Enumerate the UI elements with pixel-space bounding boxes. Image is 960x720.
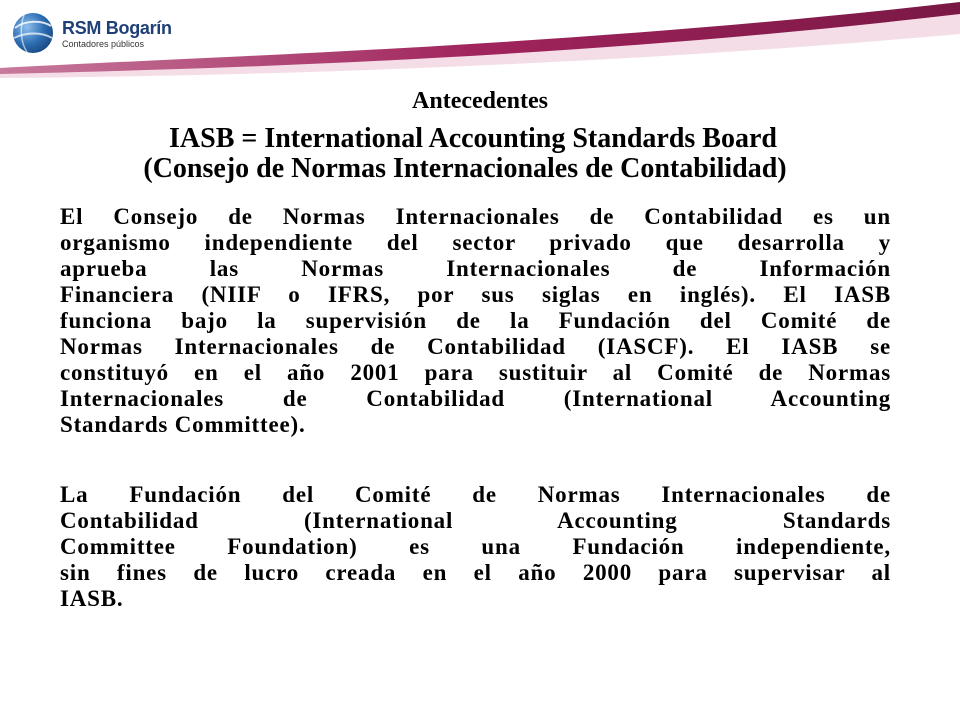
company-logo	[62, 18, 172, 50]
paragraph-iasb	[60, 204, 891, 438]
paragraph-line: organismo independiente del sector privado que desarrolla y	[60, 230, 891, 255]
brand-tagline: Contadores públicos	[62, 39, 145, 49]
paragraph-line: Normas Internacionales de Contabilidad (IASCF). El IASB se	[60, 334, 891, 359]
paragraph-line: Internacionales de Contabilidad (International Accounting	[60, 386, 891, 411]
slide-title: Antecedentes	[412, 88, 548, 114]
brand-name: RSM Bogarín	[62, 18, 172, 38]
paragraph-line: funciona bajo la supervisión de la Fundación del Comité de	[60, 308, 891, 333]
paragraph-line: Standards Committee).	[60, 412, 306, 437]
paragraph-line: constituyó en el año 2001 para sustituir al Comité de Normas	[60, 360, 891, 385]
paragraph-line: aprueba las Normas Internacionales de Información	[60, 256, 891, 281]
slide-subtitle: IASB = International Accounting Standards Board	[169, 123, 777, 154]
paragraph-foundation	[60, 482, 891, 612]
paragraph-line: La Fundación del Comité de Normas Internacionales de	[60, 482, 891, 507]
paragraph-line: sin fines de lucro creada en el año 2000 para supervisar al	[60, 560, 891, 585]
slide-header	[0, 0, 960, 92]
paragraph-line: IASB.	[60, 586, 124, 611]
subtitle-translation: (Consejo de Normas Internacionales de Contabilidad)	[143, 153, 787, 184]
paragraph-line: El Consejo de Normas Internacionales de Contabilidad es un	[60, 204, 891, 229]
paragraph-line: Committee Foundation) es una Fundación independiente,	[60, 534, 891, 559]
paragraph-line: Financiera (NIIF o IFRS, por sus siglas en inglés). El IASB	[60, 282, 891, 307]
paragraph-line: Contabilidad (International Accounting Standards	[60, 508, 891, 533]
globe-icon	[13, 13, 53, 53]
